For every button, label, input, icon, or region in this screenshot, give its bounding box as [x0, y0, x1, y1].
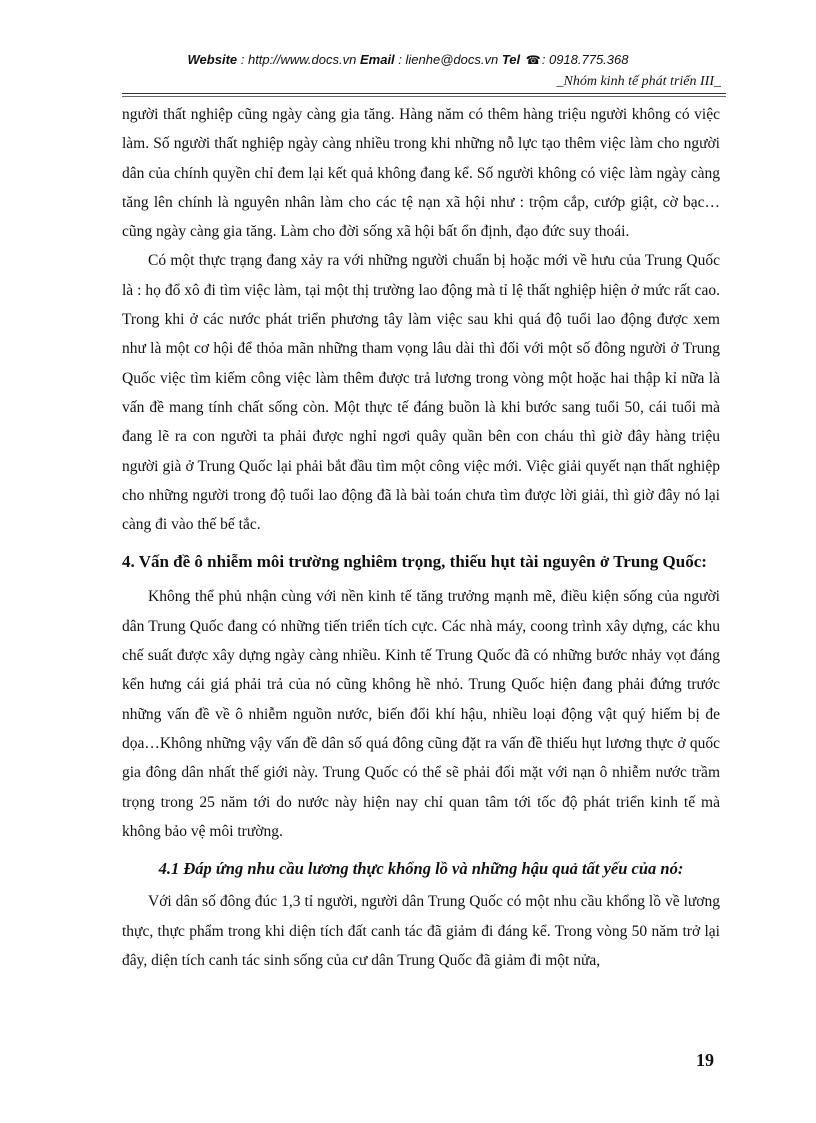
page-number: 19 — [696, 1050, 714, 1070]
header-contact-line — [100, 52, 716, 67]
email-label: Email — [359, 52, 395, 67]
email-separator: : — [394, 52, 406, 67]
phone-icon: ☎ — [525, 53, 541, 67]
tel-label: Tel — [501, 52, 521, 67]
paragraph-retirees: Có một thực trạng đang xảy ra với những người chuẩn bị hoặc mới về hưu của Trung Quốc là : họ đổ xô đi tìm việc làm, tại một thị trường lao động mà tỉ lệ thất nghiệp hiện ở mức rất cao. Trong khi ở các nước phát triển phương tây làm việc sau khi quá độ tuổi lao động được xem như là một cơ hội để thỏa mãn những tham vọng lâu dài thì đối với một số đông người ở Trung Quốc việc tìm kiếm công việc làm thêm được trả lương trong vòng một hoặc hai thập kỉ nữa là vấn đề mang tính chất sống còn. Một thực tế đáng buồn là khi bước sang tuổi 50, cái tuổi mà đang lẽ ra con người ta phải được nghỉ ngơi quây quần bên con cháu thì giờ đây hàng triệu người già ở Trung Quốc lại phải bắt đầu tìm một công việc mới. Việc giải quyết nạn thất nghiệp cho những người trong độ tuổi lao động đã là bài toán chưa tìm được lời giải, thì giờ đây nó lại càng đi vào thế bế tắc. — [122, 252, 720, 534]
paragraph-unemployment-continued: người thất nghiệp cũng ngày càng gia tăng. Hàng năm có thêm hàng triệu người không có việc làm. Số người thất nghiệp ngày càng nhiều trong khi những nỗ lực tạo thêm việc làm cho người dân của chính quyền chỉ đem lại kết quả không đang kể. Số người không có việc làm ngày càng tăng lên chính là nguyên nhân làm cho các tệ nạn xã hội như : trộm cắp, cướp giật, cờ bạc…cũng ngày càng gia tăng. Làm cho đời sống xã hội bất ổn định, đạo đức suy thoái. — [122, 106, 720, 241]
subsection-heading-4-1: 4.1 Đáp ứng nhu cầu lương thực khổng lồ và những hậu quả tất yếu của nó: — [158, 859, 684, 879]
header-divider — [122, 93, 726, 94]
website-label: Website — [187, 52, 238, 67]
tel-number: : 0918.775.368 — [541, 52, 629, 67]
header-divider-secondary — [122, 96, 726, 97]
header-group-name: _Nhóm kinh tế phát triển III_ — [556, 74, 721, 89]
website-url[interactable]: http://www.docs.vn — [247, 52, 357, 67]
body-content — [122, 100, 720, 975]
paragraph-food-demand: Với dân số đông đúc 1,3 tỉ người, người dân Trung Quốc có một nhu cầu khổng lồ về lương thực, thực phẩm trong khi diện tích đất canh tác đã giảm đi đáng kể. Trong vòng 50 năm trở lại đây, diện tích canh tác sinh sống của cư dân Trung Quốc đã giảm đi một nửa, — [122, 893, 720, 970]
section-heading-4: 4. Vấn đề ô nhiễm môi trường nghiêm trọng, thiếu hụt tài nguyên ở Trung Quốc: — [122, 552, 707, 572]
paragraph-environment: Không thể phủ nhận cùng với nền kinh tế tăng trưởng mạnh mẽ, điều kiện sống của người dân Trung Quốc đang có những tiến triển tích cực. Các nhà máy, coong trình xây dựng, các khu chế suất được xây dựng ngày càng nhiều. Kinh tế Trung Quốc đã có những bước nhảy vọt đáng kển hưng cái giá phải trả của nó cũng không hề nhỏ. Trung Quốc hiện đang phải đứng trước những vấn đề về ô nhiễm nguồn nước, biến đổi khí hậu, nhiều loại động vật quý hiếm bị đe dọa…Không những vậy vấn đề dân số quá đông cũng đặt ra vấn đề thiếu hụt lương thực ở quốc gia đông dân nhất thế giới này. Trung Quốc có thể sẽ phải đối mặt với nạn ô nhiễm nước trầm trọng trong 25 năm tới do nước này hiện nay chỉ quan tâm tới tốc độ phát triển kinh tế mà không bảo vệ môi trường. — [122, 588, 720, 840]
website-separator: : — [237, 52, 248, 67]
email-address[interactable]: lienhe@docs.vn — [405, 52, 499, 67]
